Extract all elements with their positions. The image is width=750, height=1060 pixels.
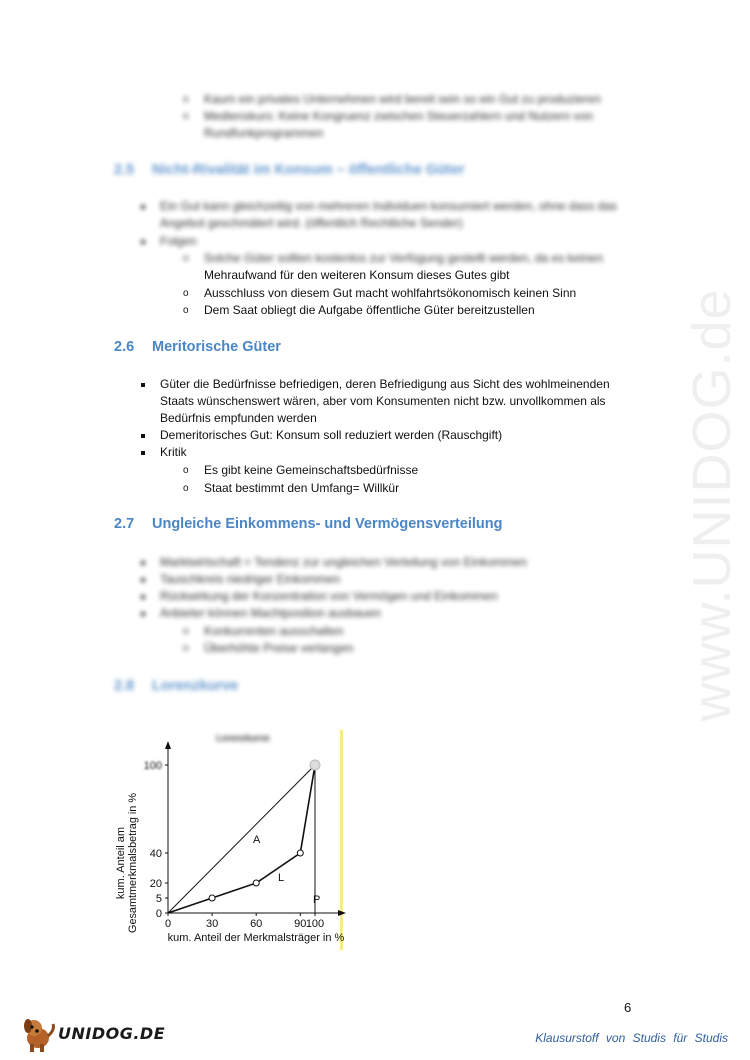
circle-bullet: o [183, 94, 189, 105]
text-line: Konkurrenten ausschalten [204, 624, 344, 638]
y-axis-arrow [165, 741, 171, 749]
section-heading-2-5 [114, 162, 465, 178]
x-axis-label: kum. Anteil der Merkmalsträger in % [167, 932, 345, 944]
text-line: Mehraufwand für den weiteren Konsum dieses Gutes gibt [204, 268, 510, 282]
text-line: Solche Güter sollten kostenlos zur Verfügung gestellt werden, da es keinen [204, 251, 603, 265]
text-line: Staats wünschenswert wären, aber vom Konsumenten nicht bzw. unvollkommen als [160, 394, 606, 408]
square-bullet [141, 595, 145, 599]
data-point [253, 880, 259, 886]
square-bullet [141, 451, 145, 455]
circle-bullet: o [183, 626, 189, 637]
dog-icon [22, 1014, 58, 1054]
section-number: 2.6 [114, 339, 135, 355]
y-tick-label: 20 [149, 878, 162, 890]
section-title: Lorenzkurve [152, 678, 239, 694]
unidog-logo[interactable] [22, 1014, 166, 1054]
text-line: Es gibt keine Gemeinschaftsbedürfnisse [204, 463, 419, 477]
logo-text: UNIDOG.DE [58, 1024, 166, 1043]
section-title: Nicht-Rivalität im Konsum – öffentliche Güter [152, 162, 465, 178]
text-line: Angebot geschmälert wird. (öffentlich Rechtliche Sender) [160, 216, 463, 230]
square-bullet [141, 561, 145, 565]
text-line: Tauschkreis niedriger Einkommen [160, 572, 341, 586]
chart-series [168, 760, 320, 913]
square-bullet [141, 240, 145, 244]
text-line: Ein Gut kann gleichzeitig von mehreren Individuen konsumiert werden, ohne dass das [160, 199, 617, 213]
text-line: Anbieter können Machtposition ausbauen [160, 606, 381, 620]
text-line: Folgen [160, 234, 197, 248]
section-title: Ungleiche Einkommens- und Vermögensverteilung [152, 516, 503, 532]
x-tick-label: 100 [305, 918, 325, 930]
data-point [310, 760, 320, 770]
section-number: 2.7 [114, 516, 135, 532]
page-number: 6 [624, 1000, 632, 1015]
text-line: Rückwirkung der Konzentration von Vermögen und Einkommen [160, 589, 498, 603]
section-heading-2-8 [114, 678, 238, 694]
circle-bullet: o [183, 643, 189, 654]
section-number: 2.8 [114, 678, 135, 694]
text-line: Kritik [160, 445, 187, 459]
y-tick-label: 5 [155, 893, 162, 905]
square-bullet [141, 578, 145, 582]
chart-title: Lorenzkurve [216, 733, 270, 743]
circle-bullet: o [183, 111, 189, 122]
text-line: Bedürfnis empfunden werden [160, 411, 317, 425]
y-tick-label: 100 [143, 760, 162, 772]
lorenz-chart [108, 725, 353, 955]
text-line: Marktwirtschaft = Tendenz zur ungleichen Verteilung von Einkommen [160, 555, 527, 569]
chart-title-group [216, 733, 270, 743]
highlight-strip [340, 730, 343, 950]
x-tick-label: 90 [294, 918, 307, 930]
text-line: Rundfunkprogrammen [204, 126, 324, 140]
data-point [297, 850, 303, 856]
point-label-p: P [313, 894, 321, 906]
circle-bullet: o [183, 253, 189, 264]
footer-tagline: Klausurstoff von Studis für Studis [535, 1031, 728, 1045]
section-heading-2-7 [114, 516, 503, 532]
lorenz-chart-svg [108, 725, 353, 955]
square-bullet [141, 434, 145, 438]
section-title: Meritorische Güter [152, 339, 281, 355]
x-tick-label: 60 [250, 918, 263, 930]
square-bullet [141, 205, 145, 209]
curve-label-l: L [278, 872, 285, 884]
circle-bullet: o [183, 465, 189, 476]
y-tick-label: 0 [155, 908, 162, 920]
square-bullet [141, 612, 145, 616]
text-line: Ausschluss von diesem Gut macht wohlfahrtsökonomisch keinen Sinn [204, 286, 577, 300]
y-axis-label-line2: Gesamtmerkmalsbetrag in % [127, 791, 139, 933]
text-line: Kaum ein privates Unternehmen wird bereit sein so ein Gut zu produzieren [204, 92, 601, 106]
x-tick-label: 0 [164, 918, 172, 930]
equality-line [168, 765, 315, 913]
section-number: 2.5 [114, 162, 135, 178]
chart-ticks [144, 760, 325, 930]
text-line: Staat bestimmt den Umfang= Willkür [204, 481, 400, 495]
text-line: Demeritorisches Gut: Konsum soll reduziert werden (Rauschgift) [160, 428, 503, 442]
data-point [209, 895, 215, 901]
circle-bullet: o [183, 483, 189, 494]
circle-bullet: o [183, 288, 189, 299]
section-heading-2-6 [114, 339, 281, 355]
x-tick-label: 30 [205, 918, 219, 930]
y-tick-label: 40 [149, 848, 162, 860]
region-label-a: A [253, 834, 261, 846]
square-bullet [141, 383, 145, 387]
text-line: Medienskurs: Keine Kongruenz zwischen Steuerzahlern und Nutzern von [204, 109, 593, 123]
circle-bullet: o [183, 305, 189, 316]
text-line: Überhöhte Preise verlangen [204, 641, 354, 655]
text-line: Dem Saat obliegt die Aufgabe öffentliche Güter bereitzustellen [204, 303, 535, 317]
y-axis-label-line1: kum. Anteil am [115, 826, 127, 900]
text-line: Güter die Bedürfnisse befriedigen, deren Befriedigung aus Sicht des wohlmeinenden [160, 377, 610, 391]
watermark: www.UNIDOG.de [682, 288, 742, 722]
